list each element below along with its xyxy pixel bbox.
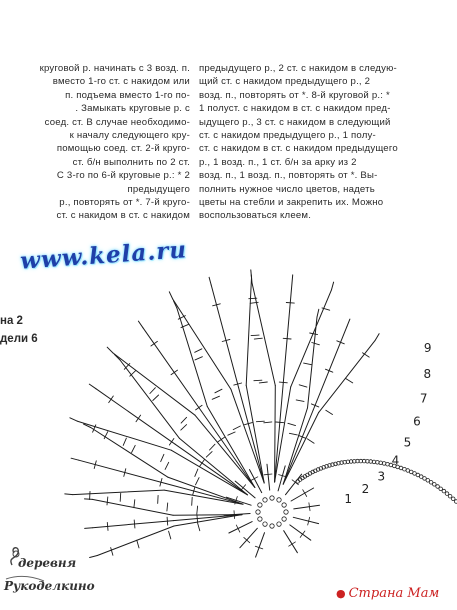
stitch-stroke	[289, 542, 296, 546]
text-line: круговой р. начинать с 3 возд. п.	[39, 63, 190, 74]
stitch-stroke	[275, 386, 283, 482]
chain-stitch	[433, 483, 437, 487]
stitch-stroke	[79, 460, 166, 483]
stitch-stroke	[201, 411, 255, 488]
stitch-stroke	[107, 522, 108, 530]
stitch-stroke	[211, 285, 238, 387]
stitch-stroke	[276, 422, 284, 423]
chain-stitch	[282, 517, 286, 521]
text-line: р., повторять от *. 7-й круго-	[59, 197, 190, 209]
stitch-stroke	[192, 497, 193, 505]
stitch-stroke	[312, 343, 320, 345]
text-line: п. подъема вместо 1-го по-	[65, 89, 190, 101]
chain-stitch	[270, 496, 274, 500]
stitch-stroke	[283, 283, 292, 386]
stitch-stroke	[123, 438, 126, 445]
text-line: возд. п., 1 возд. п., повторять от *. Вы-	[199, 170, 378, 182]
stitch-stroke	[251, 335, 259, 336]
text-line: ст. с накидом в ст. с накидом	[56, 210, 190, 222]
stitch-stroke	[347, 319, 350, 327]
chain-stitch	[448, 494, 452, 498]
stitch-stroke	[65, 494, 73, 495]
stitch-stroke	[307, 439, 314, 443]
stitch-stroke	[195, 349, 202, 353]
text-line: 1 полуст. с накидом в ст. с накидом пред-	[199, 103, 391, 115]
stitch-stroke	[132, 445, 136, 452]
stitch-stroke	[137, 540, 139, 548]
stitch-stroke	[136, 415, 141, 422]
stitch-stroke	[279, 382, 287, 383]
stitch-stroke	[85, 499, 93, 500]
stitch-stroke	[252, 283, 275, 386]
stitch-stroke	[200, 460, 205, 467]
chain-stitch	[256, 510, 260, 514]
stitch-stroke	[169, 292, 172, 299]
legend-line: на 2	[0, 315, 23, 327]
text-line: ыдущего р., 3 ст. с накидом в следующий	[199, 116, 391, 128]
stitch-stroke	[153, 395, 159, 401]
stitch-stroke	[107, 497, 108, 505]
stitch-stroke	[174, 515, 242, 526]
stitch-stroke	[259, 382, 267, 383]
site-watermark: www.kela.ru	[19, 236, 188, 275]
stitch-stroke	[169, 531, 171, 539]
stitch-stroke	[303, 490, 307, 497]
text-line: предыдущего	[127, 183, 190, 195]
stitch-stroke	[304, 363, 312, 365]
stitch-stroke	[165, 462, 169, 469]
chain-stitch	[282, 503, 286, 507]
stitch-stroke	[166, 484, 243, 505]
stitch-stroke	[296, 400, 304, 402]
stitch-stroke	[256, 533, 265, 557]
site-credit-text: Страна Мам	[348, 586, 440, 601]
stitch-stroke	[231, 389, 264, 483]
row-number: 3	[377, 469, 386, 484]
stitch-stroke	[236, 525, 240, 532]
text-line: полнить нужное число цветов, надеть	[199, 183, 375, 195]
stitch-stroke	[251, 477, 258, 481]
stitch-stroke	[289, 433, 297, 435]
stitch-stroke	[77, 421, 171, 450]
chain-stitch	[258, 503, 262, 507]
stitch-stroke	[173, 299, 231, 389]
chain-stitch	[258, 517, 262, 521]
stitch-stroke	[267, 464, 270, 490]
stitch-stroke	[169, 439, 174, 446]
stitch-stroke	[120, 493, 121, 501]
stitch-stroke	[234, 511, 235, 519]
stitch-stroke	[375, 334, 379, 341]
chain-stitch	[442, 489, 446, 493]
stitch-stroke	[286, 303, 294, 304]
stitch-stroke	[233, 426, 240, 430]
stitch-stroke	[246, 278, 251, 385]
logo-line-1: деревня	[18, 556, 77, 570]
text-line: воспользоваться клеем.	[199, 210, 312, 222]
stitch-stroke	[177, 308, 207, 406]
stitch-stroke	[254, 338, 262, 339]
stitch-stroke	[256, 421, 264, 422]
stitch-stroke	[229, 522, 252, 533]
text-line: вместо 1-го ст. с накидом или	[52, 76, 190, 88]
stitch-stroke	[107, 347, 113, 353]
stitch-stroke	[197, 515, 198, 523]
stitch-stroke	[92, 499, 173, 515]
stitch-stroke	[239, 387, 265, 483]
stitch-symbols	[65, 270, 379, 558]
stitch-stroke	[164, 490, 243, 504]
instructions-left-column	[0, 62, 190, 223]
stitch-stroke	[290, 525, 311, 540]
chain-stitch	[277, 522, 281, 526]
stitch-stroke	[293, 517, 318, 523]
row-number: 4	[391, 453, 400, 468]
stitch-stroke	[212, 396, 219, 399]
stitch-stroke	[251, 275, 252, 283]
credit-bullet-icon: ●	[336, 587, 346, 600]
text-line: р., 1 возд. п., 1 ст. б/н за арку из 2	[199, 156, 357, 168]
stitch-stroke	[291, 488, 314, 501]
stitch-stroke	[138, 321, 143, 328]
stitch-stroke	[317, 309, 319, 317]
chain-stitch	[439, 487, 443, 491]
stitch-stroke	[254, 380, 262, 381]
stitch-stroke	[264, 422, 272, 423]
stitch-stroke	[246, 385, 264, 483]
stitch-stroke	[171, 370, 178, 375]
chain-stitch	[277, 498, 281, 502]
text-line: предыдущего р., 2 ст. с накидом в следую-	[199, 63, 397, 74]
stitch-stroke	[71, 458, 79, 460]
text-line: . Замыкать круговые р. с	[75, 103, 190, 115]
row-number: 9	[423, 341, 432, 356]
row-number: 6	[413, 414, 421, 429]
chain-stitch	[270, 524, 274, 528]
stitch-stroke	[218, 437, 225, 442]
stitch-stroke	[161, 454, 164, 461]
text-line: ст. б/н выполнить по 2 ст.	[72, 156, 190, 168]
chain-stitch	[445, 492, 449, 496]
chain-stitch	[451, 497, 455, 501]
text-line: помощью соед. ст. 2-й круго-	[56, 143, 190, 155]
stitch-stroke	[195, 469, 198, 476]
stitch-stroke	[292, 480, 298, 485]
text-line: С 3-го по 6-й круговые р.: * 2	[56, 170, 190, 182]
stitch-stroke	[264, 474, 272, 475]
stitch-stroke	[181, 425, 187, 431]
row-number: 1	[344, 492, 353, 506]
text-line: ст. с накидом в ст. с накидом предыдущего	[199, 143, 398, 155]
stitch-stroke	[197, 506, 198, 514]
stitch-stroke	[89, 384, 96, 389]
chain-stitch	[263, 522, 267, 526]
row-number: 5	[403, 435, 412, 450]
stitch-stroke	[206, 452, 212, 458]
legend-line: дели 6	[0, 333, 38, 345]
stitch-stroke	[93, 521, 174, 528]
logo-line-2: Рукоделкино	[4, 579, 95, 593]
stitch-stroke	[209, 277, 211, 285]
stitch-stroke	[73, 490, 164, 495]
stitch-stroke	[346, 379, 353, 383]
stitch-stroke	[240, 528, 257, 547]
row-number: 7	[419, 391, 428, 406]
text-line: возд. п., повторять от *. 8-й круговой р.: *	[199, 89, 390, 101]
stitch-stroke	[300, 531, 305, 537]
stitch-stroke	[85, 528, 93, 529]
stitch-stroke	[181, 417, 187, 423]
row-numbers	[344, 341, 431, 506]
stitch-stroke	[228, 432, 235, 435]
stitch-stroke	[332, 282, 334, 290]
stitch-stroke	[275, 386, 276, 483]
stitch-stroke	[215, 389, 222, 393]
stitch-stroke	[198, 523, 200, 531]
derevnya-rukodelkino-logo	[4, 545, 114, 607]
stitch-stroke	[286, 474, 302, 495]
stitch-stroke	[134, 500, 135, 508]
text-line: к началу следующего кру-	[69, 130, 190, 142]
text-line: соед. ст. В случае необходимо-	[44, 116, 190, 128]
stitch-stroke	[167, 503, 168, 511]
stitch-stroke	[278, 466, 285, 491]
stitch-stroke	[70, 418, 77, 421]
stitch-stroke	[150, 388, 156, 394]
stitch-stroke	[195, 357, 202, 360]
stitch-stroke	[283, 410, 313, 484]
stitch-stroke	[196, 478, 200, 485]
instructions-right-column	[199, 62, 449, 223]
row-number: 2	[361, 482, 370, 497]
stitch-stroke	[294, 505, 320, 509]
stitch-stroke	[167, 517, 168, 525]
stitch-stroke	[308, 317, 318, 408]
chain-stitch	[263, 498, 267, 502]
stitch-stroke	[91, 428, 168, 478]
stitch-stroke	[210, 444, 216, 450]
stitch-stroke	[309, 503, 310, 511]
site-credit	[336, 586, 439, 601]
stitch-stroke	[299, 385, 307, 387]
text-line: цветы на стебли и закрепить их. Можно	[199, 197, 384, 209]
text-line: ст. с накидом предыдущего р., 1 полу-	[199, 130, 376, 142]
stitch-stroke	[288, 423, 296, 425]
stitch-stroke	[196, 405, 203, 410]
stitch-stroke	[109, 396, 114, 403]
chain-stitch	[284, 510, 288, 514]
row-number: 8	[423, 367, 432, 382]
text-line: щий ст. с накидом предыдущего р., 2	[199, 76, 371, 88]
stitch-stroke	[134, 520, 135, 528]
stitch-stroke	[283, 408, 307, 484]
stitch-stroke	[292, 275, 293, 283]
stitch-stroke	[283, 338, 291, 339]
stitch-stroke	[151, 341, 158, 346]
stitch-stroke	[326, 410, 333, 414]
